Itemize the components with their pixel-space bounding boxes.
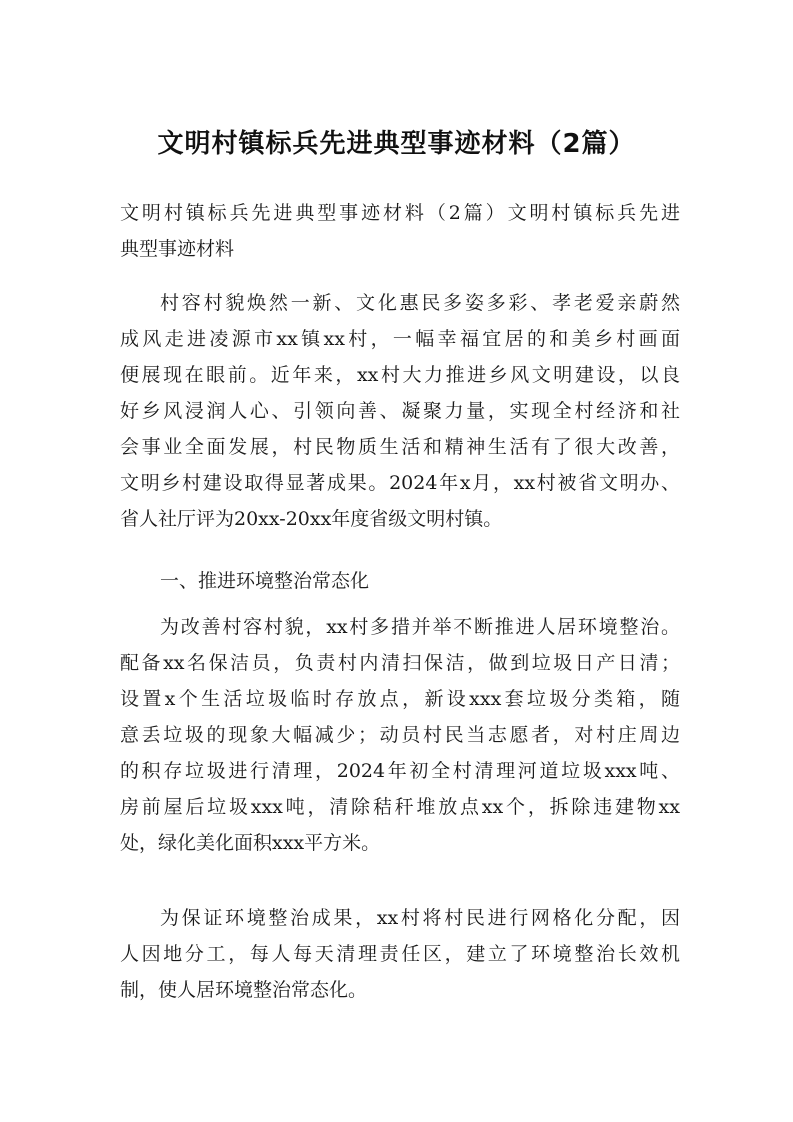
text-line: 文明乡村建设取得显著成果。2024年x月，xx村被省文明办、: [120, 472, 680, 494]
text-line: 配备xx名保洁员，负责村内清扫保洁，做到垃圾日产日清；: [120, 652, 680, 674]
text-line: 成风走进凌源市xx镇xx村，一幅幸福宜居的和美乡村画面: [120, 328, 680, 350]
document-title: 文明村镇标兵先进典型事迹材料（2篇）: [157, 129, 636, 159]
text-line: 的积存垃圾进行清理，2024年初全村清理河道垃圾xxx吨、: [120, 760, 680, 782]
section-heading-text: 一、推进环境整治常态化: [160, 570, 370, 592]
text-line: 为改善村容村貌，xx村多措并举不断推进人居环境整治。: [160, 616, 680, 638]
text-line: 村容村貌焕然一新、文化惠民多姿多彩、孝老爱亲蔚然: [160, 292, 680, 314]
text-line: 会事业全面发展，村民物质生活和精神生活有了很大改善，: [120, 436, 680, 458]
text-line: 制，使人居环境整治常态化。: [120, 979, 368, 1001]
text-line: 文明村镇标兵先进典型事迹材料（2篇）文明村镇标兵先进: [120, 202, 680, 224]
text-line: 意丢垃圾的现象大幅减少；动员村民当志愿者，对村庄周边: [120, 724, 680, 746]
text-line: 设置x个生活垃圾临时存放点，新设xxx套垃圾分类箱，随: [120, 688, 680, 710]
text-line: 便展现在眼前。近年来，xx村大力推进乡风文明建设，以良: [120, 364, 680, 386]
intro-paragraph: [120, 195, 680, 267]
text-line: 典型事迹材料: [120, 238, 235, 260]
text-line: 人因地分工，每人每天清理责任区，建立了环境整治长效机: [120, 943, 680, 965]
paragraph-3: [120, 900, 680, 1008]
section-heading: [120, 563, 680, 599]
text-line: 处，绿化美化面积xxx平方米。: [120, 832, 381, 854]
text-line: 好乡风浸润人心、引领向善、凝聚力量，实现全村经济和社: [120, 400, 680, 422]
paragraph-1: [120, 285, 680, 537]
text-line: 为保证环境整治成果，xx村将村民进行网格化分配，因: [160, 907, 680, 929]
text-line: 省人社厅评为20xx-20xx年度省级文明村镇。: [120, 508, 503, 530]
text-line: 房前屋后垃圾xxx吨，清除秸秆堆放点xx个，拆除违建物xx: [120, 796, 680, 818]
paragraph-2: [120, 609, 680, 861]
